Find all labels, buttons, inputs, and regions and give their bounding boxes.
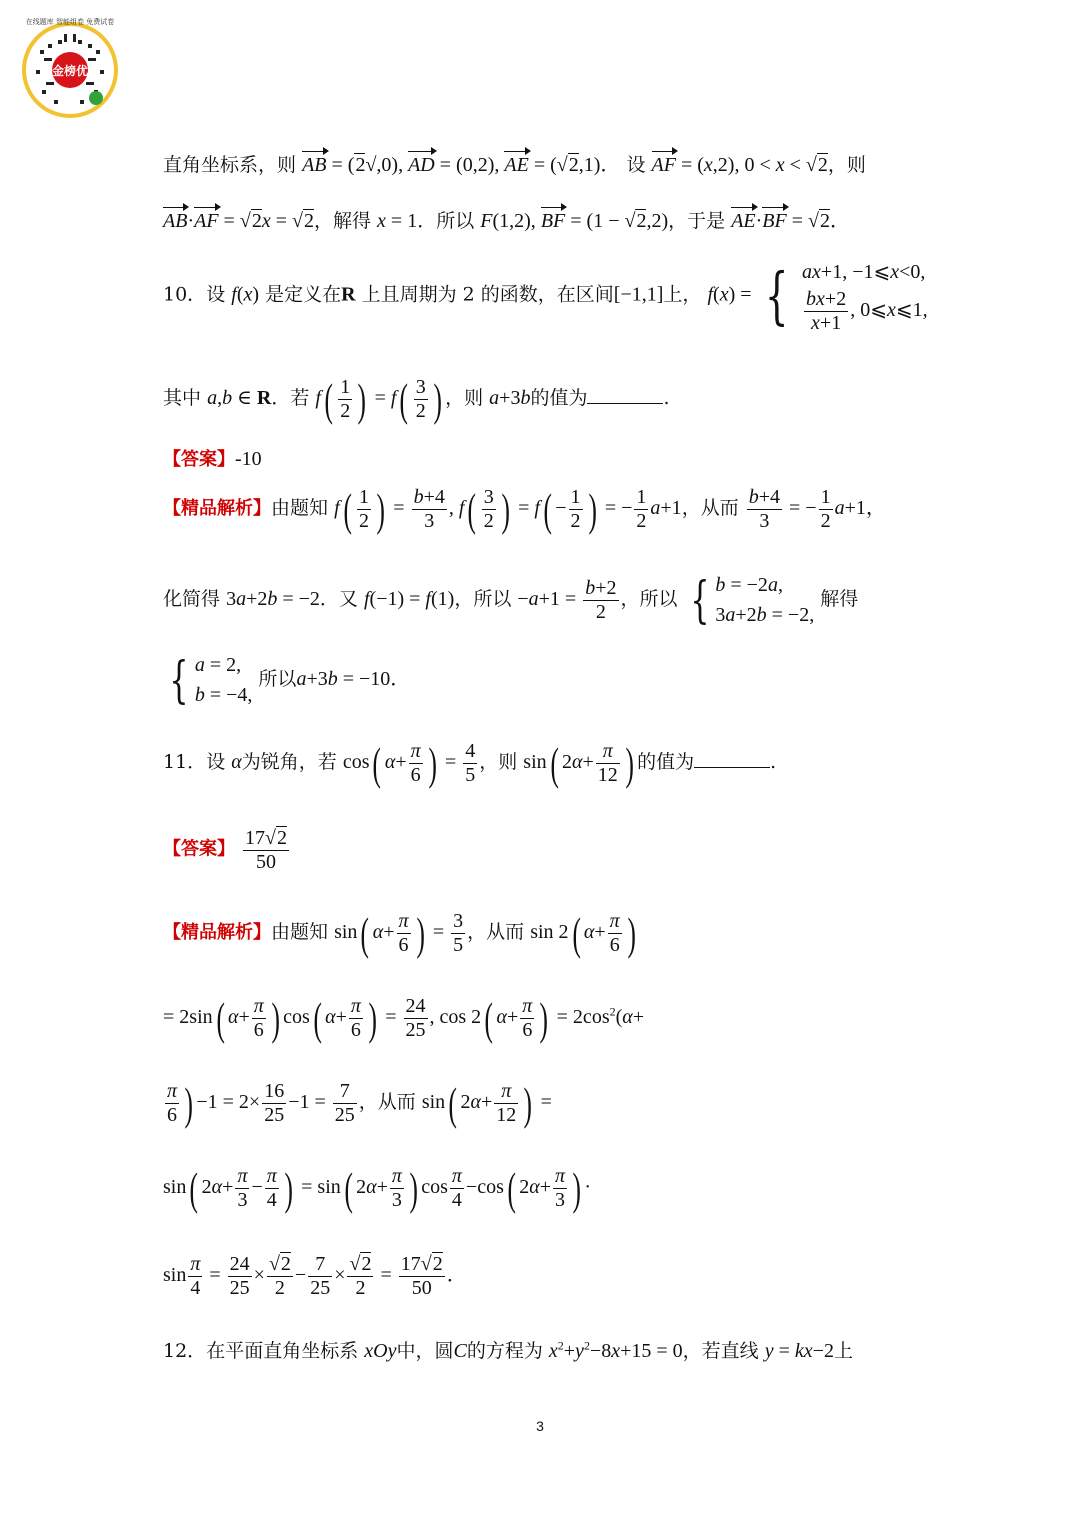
question-11-analysis-4: sin( 2α+ $\frac{\pi}{3}$ − $\frac{\pi}{4}$ ) = sin( 2α+ $\frac{\pi}{3}$ ) cos $\frac{\pi}{4}$ −cos( 2α+ $\frac{\pi}{3}$ ) · (163, 1162, 592, 1214)
text-set: 设 (626, 154, 646, 176)
question-12: 12．在平面直角坐标系 xOy中，圆C的方程为 $x^2+y^2-8x+15 = 0$，若直线 y = kx−2上 (163, 1338, 853, 1362)
text-coordinate-system: 直角坐标系，则 (163, 154, 297, 176)
logo-brand-text: 金榜优 (51, 64, 89, 78)
logo-green-dot (89, 91, 103, 105)
question-11-analysis-1: 【精品解析】由题知 sin( α+ $\frac{\pi}{6}$ ) = $\frac{3}{5}$ ，从而 sin 2( α+ $\frac{\pi}{6}$ ) (163, 907, 636, 959)
question-10-condition: 其中 a,b ∈ R．若 f( $\frac{1}{2}$ ) = f( $\frac{3}{2}$ ) ，则 a+3b的值为 . (163, 373, 670, 425)
question-10-analysis-2: 化简得 3a+2b = −2．又 f(−1) = f(1)，所以 −a+1 = $\frac{b+2}{2}$ ，所以 { b = −2a, 3a+2b = −2, 解得 (163, 571, 859, 629)
piecewise-cases: ax+1, −1⩽x<0, $\frac{bx+2}{x+1}$ , 0⩽x⩽1, (802, 261, 928, 334)
question-10-analysis-3: { a = 2, b = −4, 所以a+3b = −10． (169, 651, 411, 709)
question-number: 10． (163, 283, 207, 306)
question-11-answer: 【答案】 $\frac{17√2}{50}$ (163, 827, 288, 873)
question-11-analysis-3: $\frac{\pi}{6}$ ) −1 = 2× $\frac{16}{25}$ −1 = $\frac{7}{25}$ ，从而 sin( 2α+ $\frac{\pi}{12}$ ) = (167, 1077, 552, 1129)
page-number: 3 (536, 1418, 544, 1434)
question-10-answer (163, 445, 923, 471)
logo-ring-text: 在线题库 智能组卷 免费试卷 (25, 18, 115, 26)
question-number: 11． (163, 751, 207, 774)
question-11-analysis-5: sin $\frac{\pi}{4}$ = $\frac{24}{25}$ × $\frac{√2}{2}$ − $\frac{7}{25}$ × $\frac{√2}{2}$ = $\frac{17√2}{50}$ ． (163, 1252, 467, 1299)
continued-solution-line-1: 直角坐标系，则 AB = (2√,0), AD = (0,2), AE = (√2,1)． 设 AF = (x,2), 0 < x < √2，则 (163, 154, 866, 176)
question-11-analysis-2: = 2sin( α+ $\frac{\pi}{6}$ ) cos( α+ $\frac{\pi}{6}$ ) = $\frac{24}{25}$ , cos 2( α+ $\frac{\pi}{6}$ ) = $2\cos^2(\alpha+$ (163, 992, 645, 1044)
answer-blank (694, 767, 770, 768)
question-number: 12． (163, 1340, 207, 1362)
question-11: 11．设 α为锐角，若 cos( α+ $\frac{\pi}{6}$ ) = $\frac{4}{5}$ ，则 sin( 2α+ $\frac{\pi}{12}$ ) 的值为 . (163, 737, 777, 789)
question-10: 10．设 f(x) 是定义在R 上且周期为 2 的函数，在区间[−1,1]上， f(x) = { ax+1, −1⩽x<0, $\frac{bx+2}{x+1}$ , 0⩽x⩽1, (163, 256, 923, 335)
question-10-analysis-1: 【精品解析】由题知 f( $\frac{1}{2}$ ) = $\frac{b+4}{3}$ , f( $\frac{3}{2}$ ) = f( − $\frac{1}{2}$ ) = − $\frac{1}{2}$ a+1，从而 $\frac{b+4}{3}$ = − $\frac{1}{2}$ a+1， (163, 483, 886, 535)
analysis-label: 【精品解析】 (163, 922, 271, 944)
continued-solution-line-2: AB·AF = √2x = √2，解得 x = 1．所以 F(1,2), BF = (1 − √2,2)，于是 AE·BF = √2． (163, 210, 850, 232)
answer-label: 【答案】 (163, 838, 235, 860)
answer-blank (587, 403, 663, 404)
answer-value: -10 (235, 448, 262, 470)
answer-label: 【答案】 (163, 449, 235, 470)
analysis-label: 【精品解析】 (163, 498, 271, 520)
jinbangyou-logo (18, 14, 122, 118)
